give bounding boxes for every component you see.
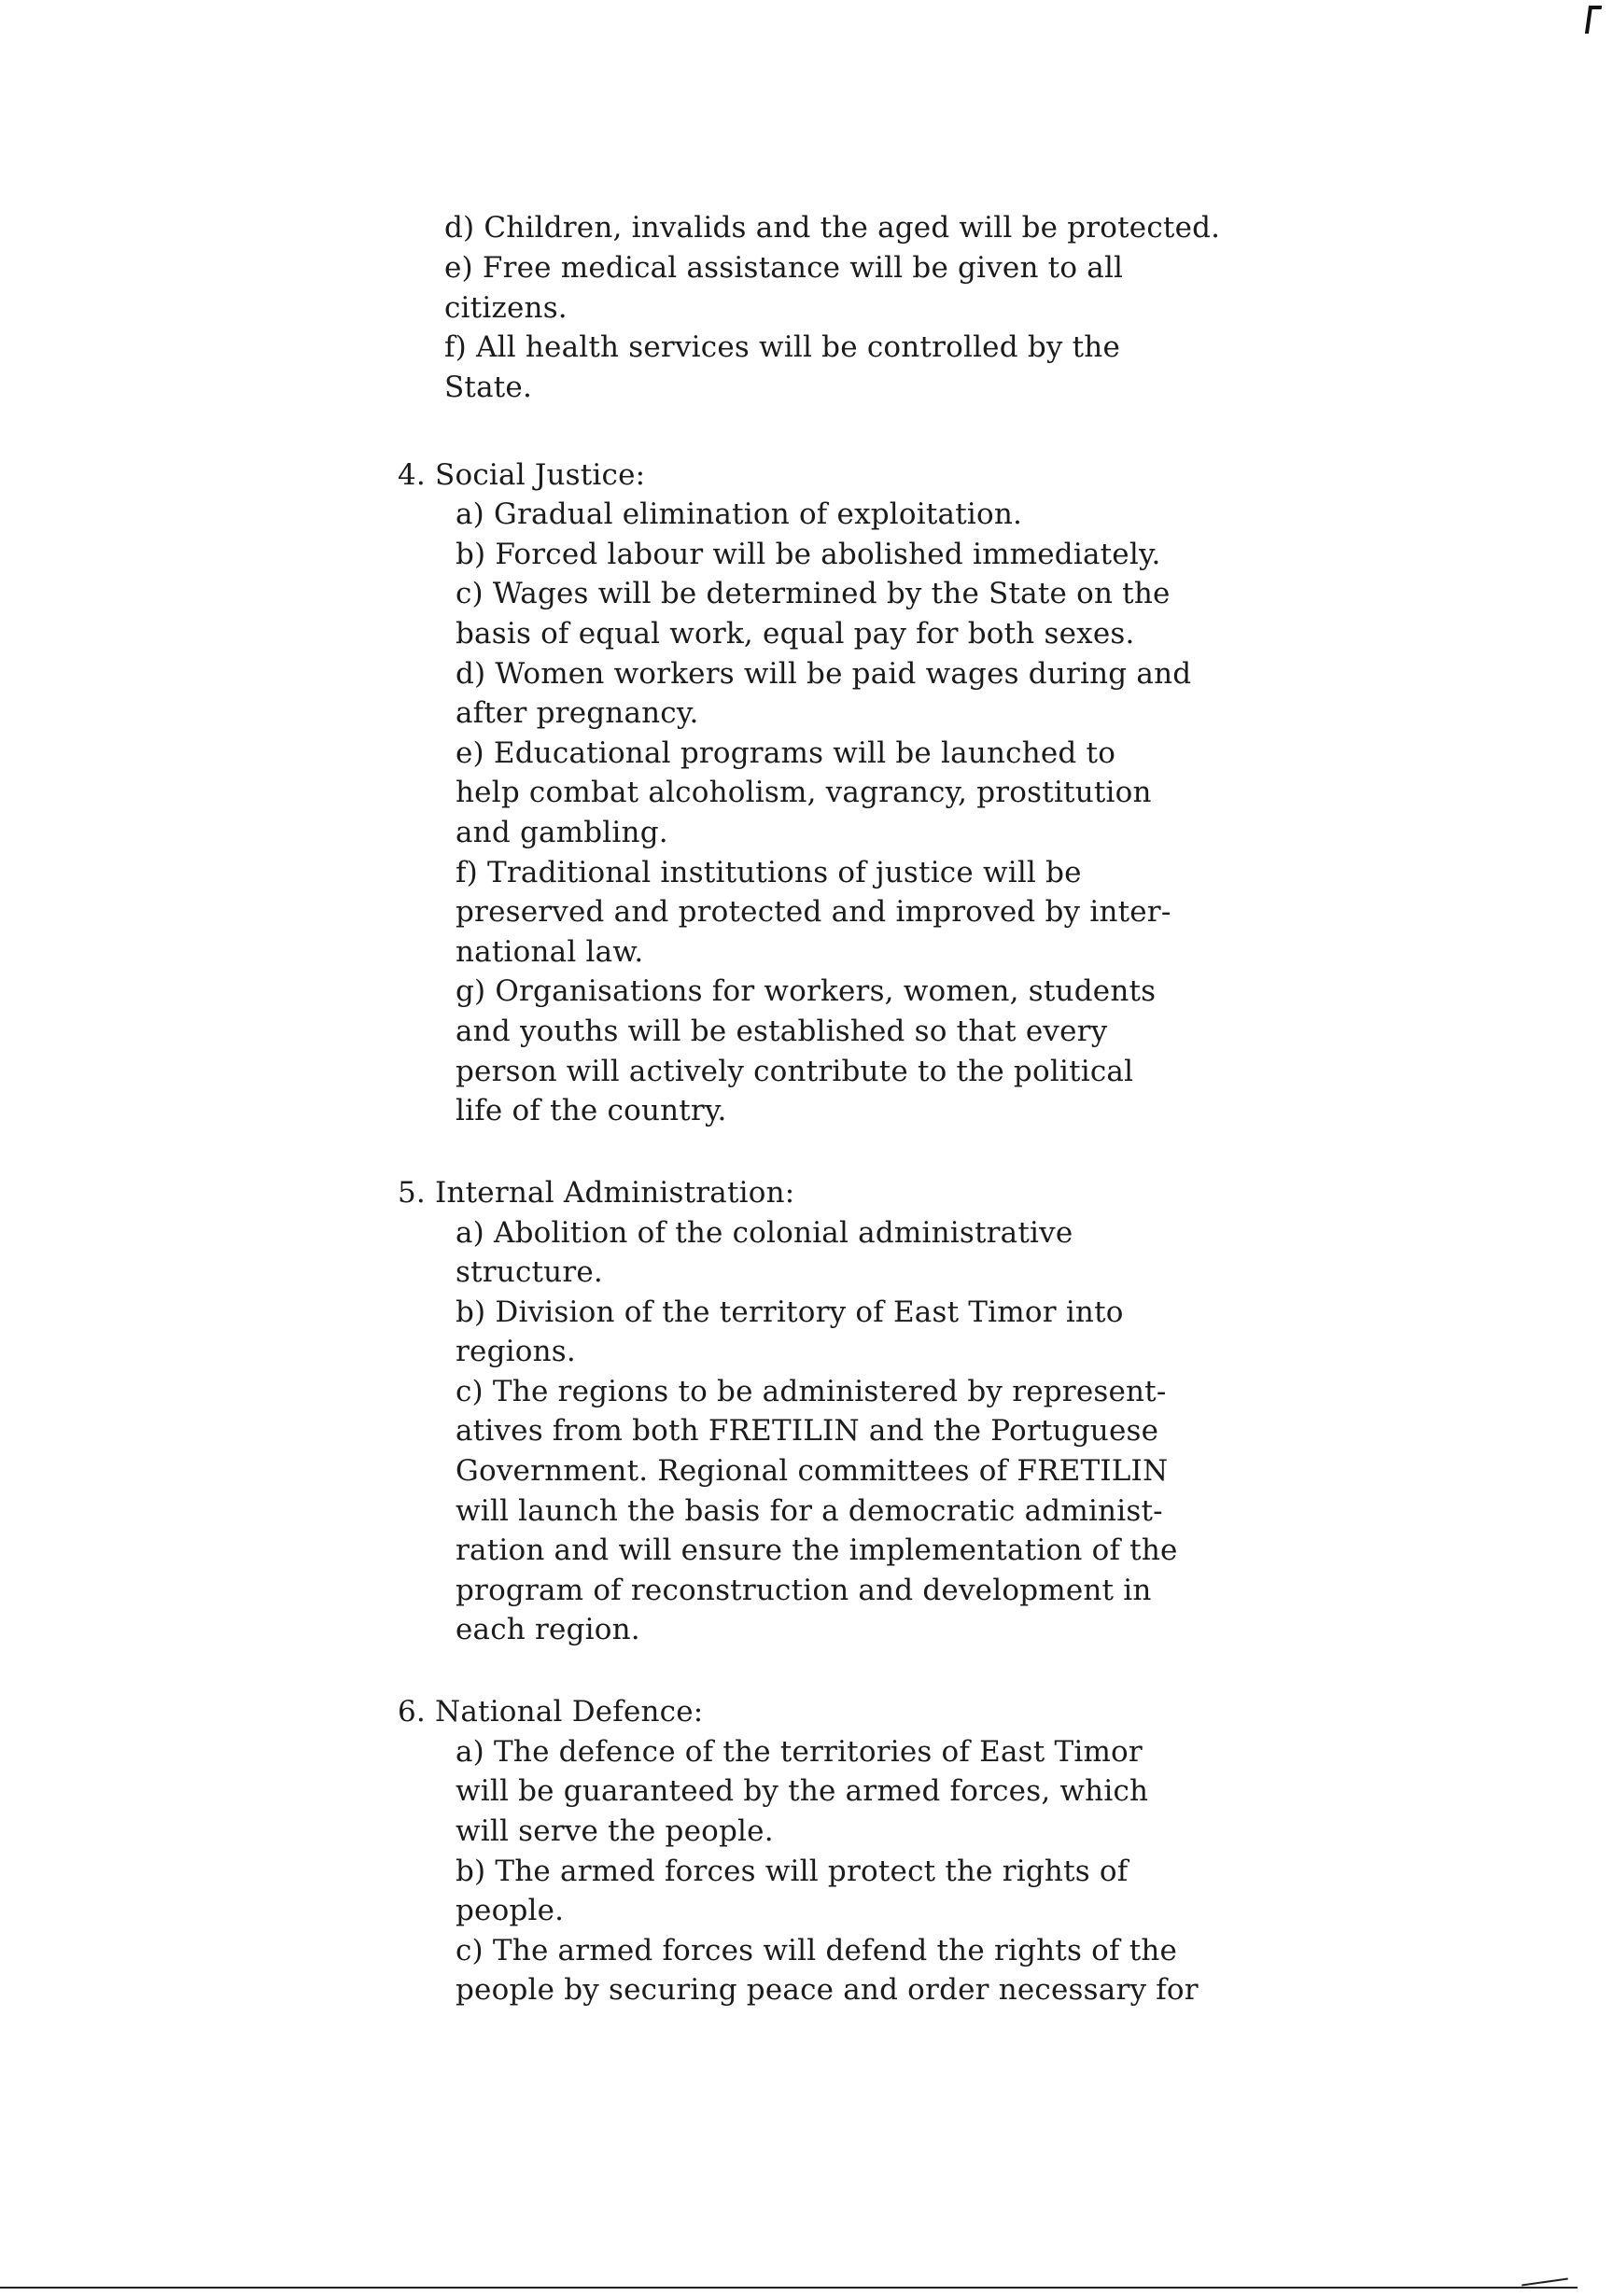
- text-line: f) Traditional institutions of justice will be: [456, 856, 1082, 889]
- section-heading: 6. National Defence:: [398, 1695, 704, 1729]
- text-line: g) Organisations for workers, women, students: [456, 974, 1157, 1008]
- text-line: c) Wages will be determined by the State on the: [456, 577, 1171, 610]
- text-line: b) Division of the territory of East Timor into: [456, 1295, 1124, 1329]
- text-line: a) Gradual elimination of exploitation.: [456, 497, 1023, 531]
- text-line: regions.: [456, 1335, 576, 1368]
- section-heading: 5. Internal Administration:: [398, 1176, 795, 1210]
- text-line: person will actively contribute to the political: [456, 1055, 1134, 1088]
- section-heading: 4. Social Justice:: [398, 458, 646, 492]
- text-line: national law.: [456, 935, 644, 969]
- text-line: f) All health services will be controlled by the: [444, 330, 1121, 364]
- text-line: after pregnancy.: [456, 696, 699, 730]
- text-line: people by securing peace and order necessary for: [456, 1973, 1199, 2007]
- text-line: c) The armed forces will defend the rights of the: [456, 1934, 1178, 1967]
- text-line: people.: [456, 1894, 565, 1927]
- text-line: d) Women workers will be paid wages during and: [456, 657, 1192, 691]
- text-line: c) The regions to be administered by represent-: [456, 1375, 1167, 1408]
- text-line: help combat alcoholism, vagrancy, prostitution: [456, 776, 1152, 809]
- text-line: Government. Regional committees of FRETILIN: [456, 1454, 1169, 1488]
- text-line: will serve the people.: [456, 1814, 774, 1848]
- text-line: e) Educational programs will be launched to: [456, 736, 1116, 770]
- text-line: b) Forced labour will be abolished immediately.: [456, 538, 1161, 571]
- text-line: basis of equal work, equal pay for both sexes.: [456, 617, 1135, 651]
- text-line: atives from both FRETILIN and the Portuguese: [456, 1414, 1159, 1448]
- text-line: will launch the basis for a democratic administ-: [456, 1494, 1163, 1528]
- text-line: b) The armed forces will protect the rights of: [456, 1855, 1129, 1888]
- text-line: a) Abolition of the colonial administrative: [456, 1216, 1073, 1250]
- text-line: life of the country.: [456, 1094, 727, 1127]
- text-line: and youths will be established so that every: [456, 1015, 1108, 1048]
- text-line: ration and will ensure the implementation of the: [456, 1533, 1178, 1567]
- text-line: e) Free medical assistance will be given to all: [444, 251, 1124, 285]
- text-line: d) Children, invalids and the aged will be protected.: [444, 211, 1221, 245]
- text-line: will be guaranteed by the armed forces, which: [456, 1774, 1149, 1808]
- corner-scan-mark: [1585, 6, 1602, 34]
- text-line: structure.: [456, 1255, 603, 1289]
- bottom-edge-line: [0, 2287, 1578, 2289]
- text-line: citizens.: [444, 291, 568, 325]
- bottom-edge-line-tail: [1522, 2278, 1568, 2287]
- text-line: program of reconstruction and development in: [456, 1574, 1152, 1607]
- text-line: preserved and protected and improved by inter-: [456, 895, 1171, 929]
- text-line: and gambling.: [456, 816, 668, 849]
- text-line: a) The defence of the territories of East Timor: [456, 1735, 1143, 1769]
- text-line: each region.: [456, 1613, 640, 1646]
- text-line: State.: [444, 371, 533, 404]
